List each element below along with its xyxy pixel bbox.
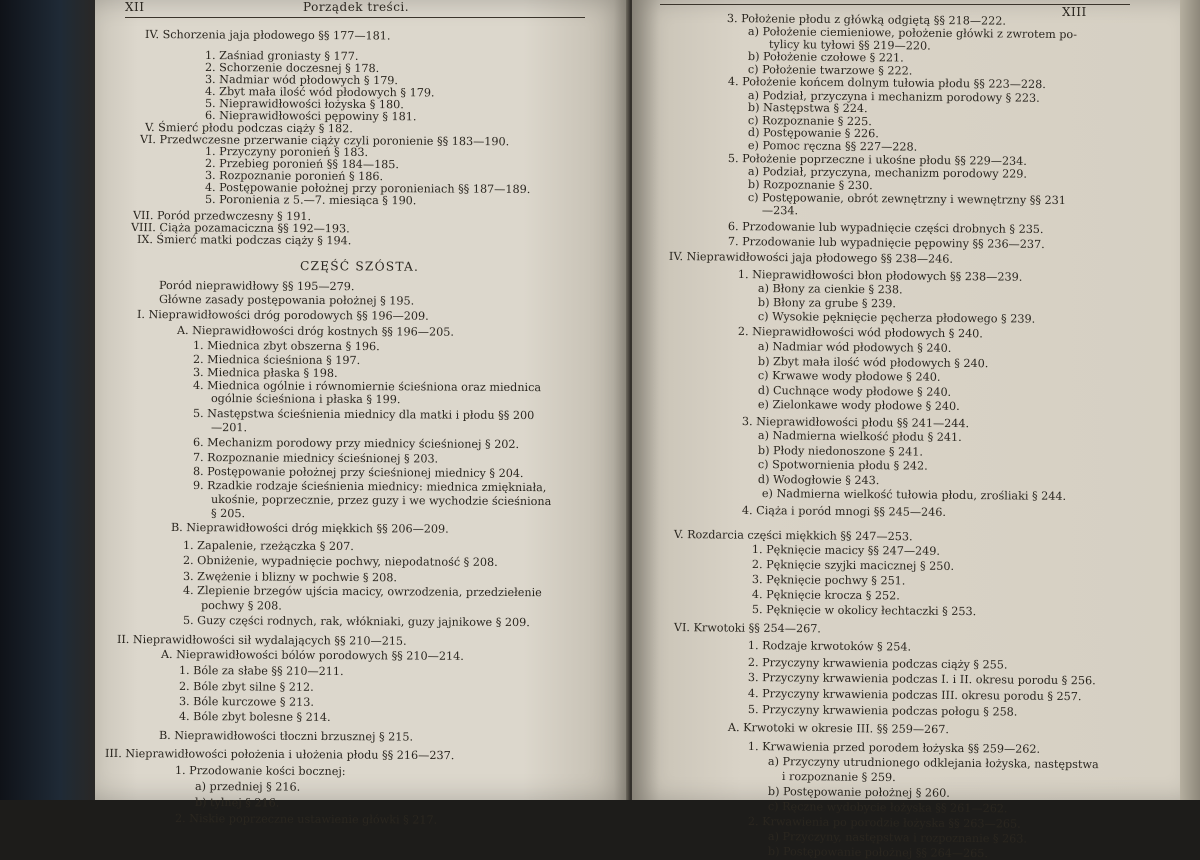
toc-line-left: 1. Przyczyny poronień § 183. xyxy=(204,145,369,159)
background-left xyxy=(0,0,100,800)
toc-line-right: 1. Pęknięcie macicy §§ 247—249. xyxy=(751,543,941,558)
toc-line-left: Poród nieprawidłowy §§ 195—279. xyxy=(158,279,355,294)
toc-line-right: V. Rozdarcia części miękkich §§ 247—253. xyxy=(673,528,913,544)
toc-line-left: 2. Obniżenie, wypadnięcie pochwy, niepodatność § 208. xyxy=(182,554,498,569)
toc-line-right: VI. Krwotoki §§ 254—267. xyxy=(673,621,821,636)
toc-line-left: 1. Miednica zbyt obszerna § 196. xyxy=(192,339,380,354)
toc-line-left: 5. Guzy części rodnych, rak, włókniaki, guzy jajnikowe § 209. xyxy=(182,614,530,630)
toc-line-left: IX. Śmierć matki podczas ciąży § 194. xyxy=(136,233,352,248)
toc-line-right: 3. Położenie płodu z główką odgiętą §§ 218—222. xyxy=(726,12,1007,28)
toc-line-left: A. Nieprawidłowości dróg kostnych §§ 196—205. xyxy=(176,324,454,339)
toc-line-right: tylicy ku tyłowi §§ 219—220. xyxy=(768,38,931,53)
toc-line-left: 4. Zbyt mała ilość wód płodowych § 179. xyxy=(204,85,435,100)
toc-line-right: a) Przyczyny utrudnionego odklejania łożyska, następstwa xyxy=(767,755,1099,772)
right-page-number: XIII xyxy=(1062,5,1087,19)
toc-line-right: a) Podział, przyczyna, mechanizm porodowy 229. xyxy=(747,165,1028,181)
toc-line-left: 4. Miednica ogólnie i równomiernie ścieśniona oraz miednica xyxy=(192,379,542,395)
toc-line-right: 2. Krwawienia po porodzie łożyska §§ 263—265. xyxy=(747,815,1021,831)
toc-line-left: V. Śmierć płodu podczas ciąży § 182. xyxy=(144,121,353,136)
toc-line-right: 4. Ciąża i poród mnogi §§ 245—246. xyxy=(741,504,947,519)
toc-line-right: 5. Położenie poprzeczne i ukośne płodu §§ 229—234. xyxy=(727,152,1027,168)
toc-line-right: b) Postępowanie położnej §§ 264—265. xyxy=(767,845,989,860)
toc-line-right: 1. Nieprawidłowości błon płodowych §§ 238—239. xyxy=(737,268,1023,284)
toc-line-right: 3. Pęknięcie pochwy § 251. xyxy=(751,573,906,588)
toc-line-right: c) Spotwornienia płodu § 242. xyxy=(757,458,928,473)
toc-line-left: 2. Schorzenie doczesnej § 178. xyxy=(204,61,380,76)
toc-line-right: 1. Krwawienia przed porodem łożyska §§ 259—262. xyxy=(747,740,1041,756)
toc-line-left: B. Nieprawidłowości dróg miękkich §§ 206—209. xyxy=(170,521,449,536)
toc-line-right: b) Rozpoznanie § 230. xyxy=(747,178,873,193)
toc-line-right: b) Płody niedonoszone § 241. xyxy=(757,444,924,459)
toc-line-right: d) Postępowanie § 226. xyxy=(747,126,879,141)
toc-line-right: 1. Rodzaje krwotoków § 254. xyxy=(747,639,912,654)
toc-line-right: c) Wysokie pęknięcie pęcherza płodowego § 239. xyxy=(757,310,1036,326)
left-page-number: XII xyxy=(125,0,145,14)
toc-line-right: 3. Nieprawidłowości płodu §§ 241—244. xyxy=(741,415,970,431)
toc-line-right: d) Cuchnące wody płodowe § 240. xyxy=(757,384,952,399)
toc-line-left: 2. Bóle zbyt silne § 212. xyxy=(178,680,314,694)
toc-line-right: —234. xyxy=(761,204,799,218)
toc-line-left: 5. Poronienia z 5.—7. miesiąca § 190. xyxy=(204,193,417,208)
toc-line-left: II. Nieprawidłowości sił wydalających §§ 210—215. xyxy=(116,633,407,648)
toc-line-left: ogólnie ścieśniona i płaska § 199. xyxy=(210,392,401,407)
toc-line-right: d) Wodogłowie § 243. xyxy=(757,473,880,488)
toc-line-right: 7. Przodowanie lub wypadnięcie pępowiny §§ 236—237. xyxy=(727,235,1045,252)
toc-line-right: c) Postępowanie, obrót zewnętrzny i wewnętrzny §§ 231 xyxy=(747,191,1066,208)
toc-line-left: 1. Zapalenie, rzeżączka § 207. xyxy=(182,539,354,554)
toc-line-right: 4. Przyczyny krwawienia podczas III. okresu porodu § 257. xyxy=(747,687,1082,704)
toc-line-left: 9. Rzadkie rodzaje ścieśnienia miednicy: miednica zmiękniała, xyxy=(192,479,547,495)
toc-line-left: VI. Przedwczesne przerwanie ciąży czyli poronienie §§ 183—190. xyxy=(139,133,510,149)
toc-line-left: ukośnie, poprzecznie, przez guzy i we wychodzie ścieśniona xyxy=(210,493,552,509)
toc-line-left: VIII. Ciąża pozamaciczna §§ 192—193. xyxy=(130,221,350,236)
toc-line-left: VII. Poród przedwczesny § 191. xyxy=(132,209,312,224)
toc-line-left: 3. Miednica płaska § 198. xyxy=(192,366,338,380)
toc-line-right: c) Rozpoznanie § 225. xyxy=(747,114,872,129)
toc-line-right: 2. Pęknięcie szyjki macicznej § 250. xyxy=(751,558,955,573)
toc-line-left: 5. Następstwa ścieśnienia miednicy dla matki i płodu §§ 200 xyxy=(192,407,535,423)
toc-line-left: III. Nieprawidłowości położenia i ułożenia płodu §§ 216—237. xyxy=(104,747,455,763)
toc-line-left: a) przedniej § 216. xyxy=(194,780,301,794)
toc-line-right: a) Nadmiar wód płodowych § 240. xyxy=(757,340,952,355)
toc-line-left: B. Nieprawidłowości tłoczni brzusznej § 215. xyxy=(158,729,414,744)
toc-line-left: 6. Mechanizm porodowy przy miednicy ścieśnionej § 202. xyxy=(192,436,520,451)
toc-line-left: 4. Zlepienie brzegów ujścia macicy, owrzodzenia, przedziełenie xyxy=(182,584,542,600)
toc-line-right: e) Zielonkawe wody płodowe § 240. xyxy=(757,398,960,413)
toc-line-left: 6. Nieprawidłowości pępowiny § 181. xyxy=(204,109,417,124)
running-head: Porządek treści. xyxy=(303,0,410,14)
toc-line-right: a) Nadmierna wielkość płodu § 241. xyxy=(757,429,962,444)
toc-line-left: pochwy § 208. xyxy=(200,599,282,613)
toc-line-right: a) Błony za cienkie § 238. xyxy=(757,282,903,297)
toc-line-right: 2. Przyczyny krwawienia podczas ciąży § 255. xyxy=(747,656,1008,672)
toc-line-right: b) Położenie czołowe § 221. xyxy=(747,50,904,65)
toc-line-left: 4. Bóle zbyt bolesne § 214. xyxy=(178,710,331,724)
toc-line-left: CZĘŚĆ SZÓSTA. xyxy=(299,259,420,274)
toc-line-right: 6. Przodowanie lub wypadnięcie części drobnych § 235. xyxy=(727,220,1044,237)
toc-line-right: 5. Pęknięcie w okolicy łechtaczki § 253. xyxy=(751,603,977,619)
toc-line-right: a) Podział, przyczyna i mechanizm porodowy § 223. xyxy=(747,89,1040,105)
toc-line-left: 4. Postępowanie położnej przy poronieniach §§ 187—189. xyxy=(204,181,531,196)
toc-line-left: 3. Nadmiar wód płodowych § 179. xyxy=(204,73,399,88)
toc-line-left: 1. Bóle za słabe §§ 210—211. xyxy=(178,664,344,679)
toc-line-left: 2. Przebieg poronień §§ 184—185. xyxy=(204,157,400,172)
toc-line-left: A. Nieprawidłowości bólów porodowych §§ 210—214. xyxy=(160,648,464,663)
toc-line-right: c) Ręczne wydobycie łożyska §§ 261—262. xyxy=(767,800,1008,816)
toc-line-right: A. Krwotoki w okresie III. §§ 259—267. xyxy=(727,721,950,737)
toc-line-left: 7. Rozpoznanie miednicy ścieśnionej § 203. xyxy=(192,451,439,466)
toc-line-right: i rozpoznanie § 259. xyxy=(781,770,896,785)
toc-line-left: b) tylnej § 216. xyxy=(194,796,280,810)
toc-line-right: c) Krwawe wody płodowe § 240. xyxy=(757,369,941,384)
toc-line-left: Główne zasady postępowania położnej § 195. xyxy=(158,293,415,308)
toc-line-left: 3. Zwężenie i blizny w pochwie § 208. xyxy=(182,570,397,585)
toc-line-right: 5. Przyczyny krwawienia podczas połogu § 258. xyxy=(747,703,1018,719)
toc-line-right: 3. Przyczyny krwawienia podczas I. i II. okresu porodu § 256. xyxy=(747,671,1096,688)
toc-line-left: 3. Bóle kurczowe § 213. xyxy=(178,695,314,709)
toc-line-right: b) Postępowanie położnej § 260. xyxy=(767,785,950,800)
right-page xyxy=(632,0,1180,860)
toc-line-right: a) Przyczyny, następstwa i rozpoznanie § 263. xyxy=(767,830,1028,846)
toc-line-left: I. Nieprawidłowości dróg porodowych §§ 196—209. xyxy=(136,308,429,323)
toc-line-left: 1. Zaśniad groniasty § 177. xyxy=(204,49,359,63)
toc-line-left: § 205. xyxy=(210,507,246,521)
toc-line-right: 4. Pęknięcie krocza § 252. xyxy=(751,588,900,603)
toc-line-right: b) Zbyt mała ilość wód płodowych § 240. xyxy=(757,355,989,371)
toc-line-right: a) Położenie ciemieniowe, położenie główki z zwrotem po- xyxy=(747,25,1078,42)
toc-line-left: IV. Schorzenia jaja płodowego §§ 177—181. xyxy=(144,28,391,43)
toc-line-left: 1. Przodowanie kości bocznej: xyxy=(174,764,346,779)
left-page xyxy=(95,0,630,827)
toc-line-right: e) Nadmierna wielkość tułowia płodu, zrośliaki § 244. xyxy=(761,487,1067,503)
toc-line-right: b) Błony za grube § 239. xyxy=(757,296,896,311)
toc-line-left: 2. Niskie poprzeczne ustawienie główki § 217. xyxy=(174,812,438,827)
toc-line-right: 2. Nieprawidłowości wód płodowych § 240. xyxy=(737,325,983,341)
toc-line-left: 3. Rozpoznanie poronień § 186. xyxy=(204,169,384,184)
toc-line-left: 2. Miednica ścieśniona § 197. xyxy=(192,353,361,368)
toc-line-right: 4. Położenie końcem dolnym tułowia płodu §§ 223—228. xyxy=(727,75,1046,92)
toc-line-left: 8. Postępowanie położnej przy ścieśnionej miednicy § 204. xyxy=(192,465,524,481)
toc-line-right: c) Położenie twarzowe § 222. xyxy=(747,63,913,78)
toc-line-right: b) Następstwa § 224. xyxy=(747,101,868,116)
toc-line-left: —201. xyxy=(210,421,248,435)
header-rule-right xyxy=(660,4,1130,5)
toc-line-right: e) Pomoc ręczna §§ 227—228. xyxy=(747,139,918,154)
toc-line-left: 5. Nieprawidłowości łożyska § 180. xyxy=(204,97,404,112)
header-rule-left xyxy=(125,17,585,18)
toc-line-right: IV. Nieprawidłowości jaja płodowego §§ 238—246. xyxy=(668,250,954,266)
